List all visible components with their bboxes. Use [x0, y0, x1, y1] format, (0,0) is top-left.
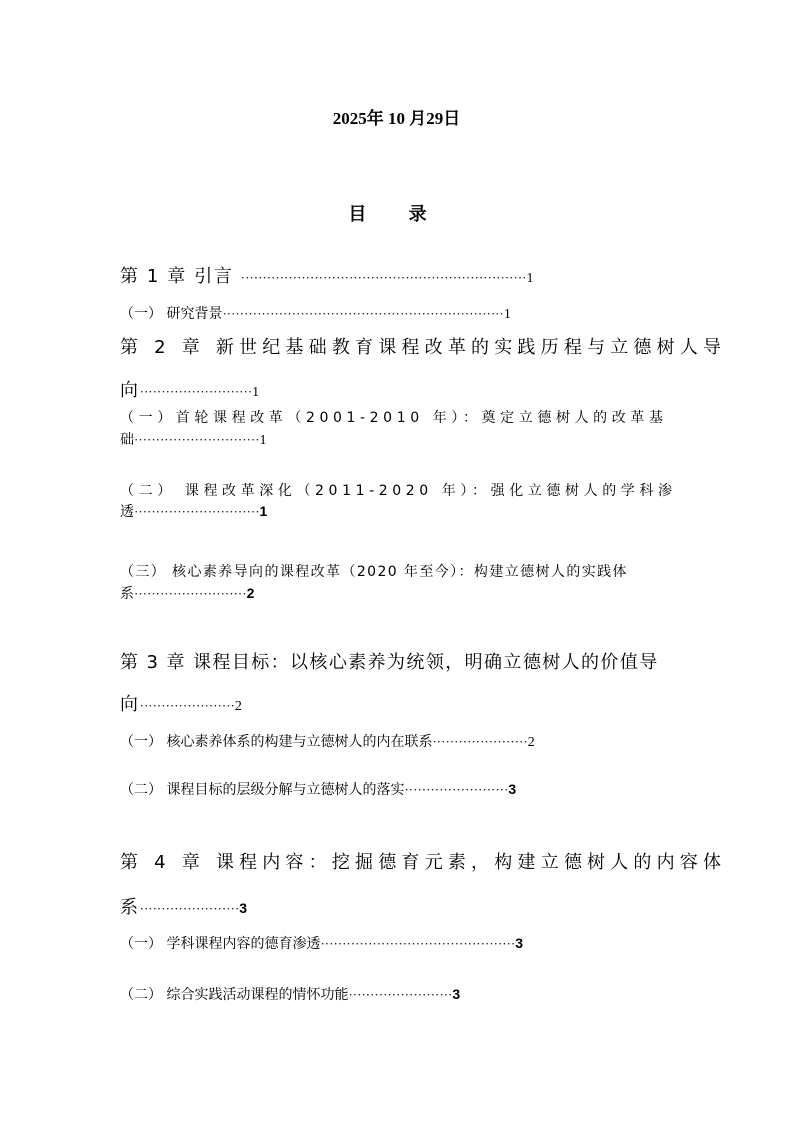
toc-entry-section[interactable]	[120, 407, 668, 427]
toc-page-number: 1	[503, 307, 511, 322]
toc-page-number: 3	[452, 986, 461, 1002]
toc-page-number: 3	[515, 935, 524, 951]
toc-entry-label: 系	[120, 897, 140, 918]
toc-entry-label: （二） 综合实践活动课程的情怀功能	[120, 987, 349, 1003]
toc-entry-label: 系	[120, 586, 134, 602]
toc-entry-label: 第 1 章 引言	[120, 266, 241, 287]
toc-page-number: 1	[252, 385, 260, 400]
toc-entry-section[interactable]	[120, 984, 460, 1004]
toc-entry-label: 向	[120, 380, 140, 401]
toc-page-number: 2	[527, 735, 535, 750]
toc-title: 目 录	[348, 204, 445, 225]
toc-entry-chapter-4-continued[interactable]	[120, 893, 247, 919]
toc-page-number: 2	[234, 699, 242, 714]
toc-entry-label: 透	[120, 504, 134, 520]
toc-page-number: 3	[508, 781, 517, 797]
toc-leader-dots: ························	[404, 782, 509, 797]
toc-entry-section[interactable]	[120, 933, 523, 953]
toc-page-number: 3	[239, 900, 247, 916]
toc-entry-section-continued[interactable]	[120, 501, 267, 521]
toc-entry-section[interactable]	[120, 731, 535, 751]
toc-leader-dots: ·································································	[222, 306, 504, 321]
toc-page-number: 1	[259, 433, 267, 448]
toc-entry-section[interactable]	[120, 779, 516, 799]
toc-entry-section[interactable]	[120, 303, 511, 323]
toc-leader-dots: ·············································	[320, 936, 516, 951]
toc-entry-label: 第 2 章 新世纪基础教育课程改革的实践历程与立德树人导	[120, 337, 727, 358]
toc-entry-section[interactable]	[120, 561, 628, 581]
toc-entry-label: 第 4 章 课程内容：挖掘德育元素，构建立德树人的内容体	[120, 852, 727, 873]
toc-leader-dots: ··························	[134, 586, 247, 601]
toc-entry-label: （一）首轮课程改革（2001-2010 年）：奠定立德树人的改革基	[120, 410, 668, 426]
toc-entry-label: （一） 核心素养体系的构建与立德树人的内在联系	[120, 734, 433, 750]
toc-entry-section-continued[interactable]	[120, 583, 254, 603]
toc-leader-dots: ······················	[139, 698, 235, 713]
toc-entry-label: 向	[120, 694, 140, 715]
toc-entry-chapter-1[interactable]	[120, 262, 533, 288]
toc-entry-section[interactable]	[120, 480, 677, 500]
toc-page-number: 2	[246, 585, 255, 601]
toc-leader-dots: ·····························	[134, 432, 260, 447]
toc-entry-label: （三） 核心素养导向的课程改革（2020 年至今）：构建立德树人的实践体	[120, 564, 628, 580]
toc-leader-dots: ··························	[139, 384, 253, 399]
toc-page-number: 1	[259, 503, 268, 519]
toc-entry-label: （二） 课程目标的层级分解与立德树人的落实	[120, 782, 405, 798]
toc-entry-section-continued[interactable]	[120, 429, 267, 449]
toc-leader-dots: ·······················	[139, 901, 240, 916]
document-date: 2025年 10 月29日	[332, 109, 461, 128]
toc-page-number: 1	[526, 271, 534, 286]
toc-entry-label: 础	[120, 432, 134, 448]
toc-entry-label: （一） 研究背景	[120, 306, 223, 322]
toc-entry-chapter-2-continued[interactable]	[120, 376, 259, 402]
toc-leader-dots: ······················	[432, 734, 528, 749]
toc-entry-label: （一） 学科课程内容的德育渗透	[120, 936, 321, 952]
toc-leader-dots: ··································································	[240, 270, 527, 285]
toc-entry-label: 第 3 章 课程目标：以核心素养为统领，明确立德树人的价值导	[120, 652, 659, 673]
toc-leader-dots: ························	[348, 987, 453, 1002]
toc-entry-label: （二） 课程改革深化（2011-2020 年）：强化立德树人的学科渗	[120, 483, 677, 499]
toc-leader-dots: ·····························	[134, 504, 260, 519]
toc-entry-chapter-4[interactable]	[120, 848, 726, 874]
toc-entry-chapter-3[interactable]	[120, 648, 659, 674]
toc-entry-chapter-2[interactable]	[120, 333, 726, 359]
toc-entry-chapter-3-continued[interactable]	[120, 690, 242, 716]
